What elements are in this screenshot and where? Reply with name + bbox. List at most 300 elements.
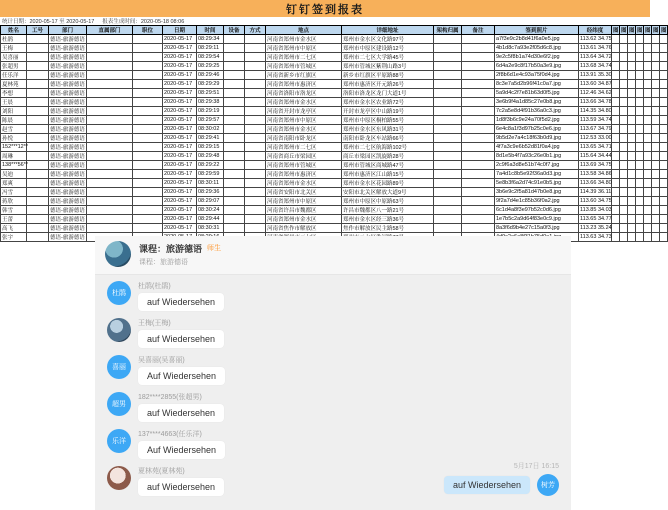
table-cell: 德语-旅游德语: [49, 44, 87, 53]
table-cell: 郑州市管城区紫荆山路3号: [342, 62, 434, 71]
chat-panel: [95, 236, 571, 510]
table-cell: 9b5d2e7a4c18f63b0d9.jpg: [495, 134, 579, 143]
table-cell: [434, 80, 462, 89]
table-cell: [224, 224, 245, 233]
table-cell: 152***12**: [2, 144, 28, 150]
table-cell: 张超男: [1, 62, 27, 71]
table-cell: [133, 215, 163, 224]
table-cell: 113.68 34.74: [580, 63, 612, 69]
table-cell: 113.23 35.24: [580, 225, 612, 231]
table-cell: [612, 62, 620, 71]
table-cell: [660, 170, 668, 179]
column-header: 职位: [133, 26, 163, 35]
table-cell: [27, 188, 49, 197]
table-cell: [245, 125, 266, 134]
table-cell: [434, 188, 462, 197]
table-cell: [628, 44, 636, 53]
table-cell: [87, 179, 133, 188]
table-cell: 河南省郑州市二七区: [266, 143, 342, 152]
table-cell: [133, 170, 163, 179]
table-cell: [27, 80, 49, 89]
table-cell: 6e4c8a1f3d97b25c0e6.jpg: [495, 125, 579, 134]
table-row: [1, 98, 668, 107]
chat-message: [107, 429, 559, 459]
table-cell: [224, 71, 245, 80]
table-cell: [87, 206, 133, 215]
table-cell: 德语-旅游德语: [49, 152, 87, 161]
table-cell: 河南省郑州市金水区: [266, 125, 342, 134]
table-cell: [27, 107, 49, 116]
table-cell: [133, 143, 163, 152]
table-cell: [224, 89, 245, 98]
table-cell: [660, 206, 668, 215]
table-cell: 08:30:02: [197, 125, 224, 134]
table-cell: [620, 116, 628, 125]
table-cell: [652, 161, 660, 170]
table-cell: [434, 179, 462, 188]
table-cell: [652, 35, 660, 44]
table-cell: 1d8f3b6c9e24a70f5d2.jpg: [495, 116, 579, 125]
table-cell: [652, 134, 660, 143]
table-cell: [133, 161, 163, 170]
signin-report: [0, 0, 667, 242]
table-cell: 河南省郑州市中原区: [266, 197, 342, 206]
table-cell: 113.91 35.30: [580, 72, 612, 78]
table-cell: 2020-05-17: [163, 134, 197, 143]
table-cell: 8c3e7a5d2b96f41c0a7.jpg: [495, 80, 579, 89]
table-cell: 114.35 34.80: [580, 108, 612, 114]
table-cell: 2020-05-17: [163, 170, 197, 179]
table-cell: [462, 107, 495, 116]
table-cell: [133, 98, 163, 107]
table-cell: [224, 197, 245, 206]
table-cell: [652, 44, 660, 53]
table-cell: [628, 62, 636, 71]
table-cell: [133, 62, 163, 71]
table-cell: [612, 161, 620, 170]
table-cell: 郑爽: [1, 179, 27, 188]
table-cell: [27, 116, 49, 125]
table-row: [1, 116, 668, 125]
table-cell: 河南省郑州市金水区: [266, 215, 342, 224]
table-cell: 113.58 34.86: [580, 171, 612, 177]
table-cell: 刘阳: [1, 107, 27, 116]
table-cell: 113.85 34.03: [580, 207, 612, 213]
table-cell: [636, 134, 644, 143]
table-cell: [434, 197, 462, 206]
table-cell: 王蕾: [1, 215, 27, 224]
column-header: 时间: [197, 26, 224, 35]
table-cell: [612, 215, 620, 224]
table-cell: [620, 161, 628, 170]
table-cell: [87, 44, 133, 53]
table-cell: [620, 206, 628, 215]
table-cell: 2020-05-17: [163, 143, 197, 152]
chat-message-list[interactable]: [95, 275, 571, 504]
table-cell: 113.60 34.75: [580, 198, 612, 204]
table-cell: 南阳市卧龙区车站路66号: [342, 134, 434, 143]
table-row: [1, 125, 668, 134]
table-cell: [644, 53, 652, 62]
table-cell: 王晨: [1, 98, 27, 107]
table-cell: [462, 116, 495, 125]
table-cell: [27, 62, 49, 71]
message-bubble: Auf Wiedersehen: [138, 441, 225, 459]
column-header: 图: [612, 26, 620, 35]
table-cell: [133, 197, 163, 206]
user-avatar: 杜鹃: [107, 281, 131, 305]
table-cell: 2020-05-17: [163, 62, 197, 71]
table-cell: [620, 44, 628, 53]
table-cell: 安阳市北关区解放大道9号: [342, 188, 434, 197]
table-cell: [245, 44, 266, 53]
outgoing-message: [83, 461, 559, 496]
table-cell: [27, 215, 49, 224]
table-cell: 2020-05-17: [163, 44, 197, 53]
table-cell: [612, 134, 620, 143]
table-cell: [620, 53, 628, 62]
table-cell: 德语-旅游德语: [49, 215, 87, 224]
table-cell: 115.64 34.44: [580, 153, 612, 159]
table-cell: 113.60 34.87: [580, 81, 612, 87]
signin-table: [0, 25, 668, 242]
table-cell: 德语-旅游德语: [49, 206, 87, 215]
table-cell: [620, 224, 628, 233]
table-cell: [636, 152, 644, 161]
table-cell: 德语-旅游德语: [49, 179, 87, 188]
table-cell: 113.61 34.76: [580, 45, 612, 51]
table-cell: 河南省郑州市管城区: [266, 62, 342, 71]
table-cell: [224, 116, 245, 125]
table-body: [1, 35, 668, 242]
table-cell: 河南省商丘市梁园区: [266, 152, 342, 161]
table-cell: [636, 143, 644, 152]
table-cell: [462, 62, 495, 71]
table-cell: [660, 71, 668, 80]
table-cell: 2020-05-17: [163, 161, 197, 170]
table-cell: [636, 197, 644, 206]
table-cell: [660, 62, 668, 71]
report-meta-generated: 报表生成时间：2020-05-18 08:06: [102, 19, 185, 25]
table-cell: [660, 44, 668, 53]
table-cell: 2020-05-17: [163, 224, 197, 233]
table-cell: [660, 224, 668, 233]
table-cell: 郑州市管城区商城路47号: [342, 161, 434, 170]
table-cell: [27, 71, 49, 80]
table-cell: [612, 224, 620, 233]
table-cell: [620, 233, 628, 242]
table-cell: [27, 179, 49, 188]
table-cell: [245, 188, 266, 197]
table-cell: 郑州市惠济区开元路26号: [342, 80, 434, 89]
table-cell: 德语-旅游德语: [49, 197, 87, 206]
table-cell: [660, 179, 668, 188]
table-cell: [224, 152, 245, 161]
table-cell: 2020-05-17: [163, 188, 197, 197]
table-cell: 吴喜丽: [1, 53, 27, 62]
sender-name: 杜鹃(杜鹃): [138, 283, 171, 290]
table-cell: [133, 80, 163, 89]
table-cell: 开封市龙亭区中山路19号: [342, 107, 434, 116]
table-cell: [434, 224, 462, 233]
table-cell: [620, 197, 628, 206]
table-cell: [27, 44, 49, 53]
table-cell: 郑州市金水区文化路97号: [342, 35, 434, 44]
table-cell: 08:29:46: [197, 71, 224, 80]
table-cell: [87, 89, 133, 98]
table-cell: [644, 206, 652, 215]
table-cell: [628, 89, 636, 98]
table-cell: [133, 107, 163, 116]
table-cell: [27, 89, 49, 98]
message-bubble: auf Wiedersehen: [138, 478, 224, 496]
table-cell: 8a3f6d9b4e27c15a0f3.jpg: [495, 224, 579, 233]
chat-message: [107, 355, 559, 385]
table-cell: 吴迪: [1, 170, 27, 179]
table-cell: [620, 188, 628, 197]
table-cell: 2020-05-17: [163, 80, 197, 89]
table-cell: [434, 161, 462, 170]
table-cell: 德语-旅游德语: [49, 107, 87, 116]
table-cell: 杜鹃: [1, 35, 27, 44]
table-cell: 7c2a5e8d4f91b36a0c3.jpg: [495, 107, 579, 116]
table-cell: 郑州市中原区中原路63号: [342, 197, 434, 206]
table-cell: 113.66 34.80: [580, 180, 612, 186]
table-cell: [245, 71, 266, 80]
table-cell: [628, 179, 636, 188]
table-cell: [224, 107, 245, 116]
table-cell: [620, 89, 628, 98]
table-cell: [133, 116, 163, 125]
table-cell: [87, 62, 133, 71]
table-cell: 08:29:36: [197, 188, 224, 197]
table-cell: [27, 233, 49, 242]
table-cell: 德语-旅游德语: [49, 233, 87, 242]
table-cell: [612, 107, 620, 116]
table-cell: [224, 44, 245, 53]
table-cell: [462, 134, 495, 143]
table-cell: [660, 215, 668, 224]
table-cell: 9f2a7d4e1c85b36f0a2.jpg: [495, 197, 579, 206]
table-cell: 08:29:07: [197, 197, 224, 206]
table-cell: [636, 215, 644, 224]
table-cell: 郑州市中原区建设路12号: [342, 44, 434, 53]
table-cell: 2020-05-17: [163, 71, 197, 80]
table-header: [1, 26, 668, 35]
table-cell: [644, 179, 652, 188]
table-cell: [434, 107, 462, 116]
table-row: [1, 143, 668, 152]
table-cell: [652, 62, 660, 71]
table-cell: [628, 107, 636, 116]
table-cell: [245, 152, 266, 161]
user-avatar: 喜丽: [107, 355, 131, 379]
table-cell: [133, 134, 163, 143]
chat-message: [107, 281, 559, 311]
table-cell: 2020-05-17: [163, 152, 197, 161]
table-cell: 4f7a3c9e6b52d81f0a4.jpg: [495, 143, 579, 152]
table-cell: [434, 143, 462, 152]
column-header: 经纬度: [579, 26, 612, 35]
table-cell: [628, 215, 636, 224]
table-cell: [628, 197, 636, 206]
table-cell: [652, 224, 660, 233]
table-cell: [652, 107, 660, 116]
table-cell: [660, 116, 668, 125]
table-cell: [652, 116, 660, 125]
table-cell: [462, 35, 495, 44]
column-header: 备注: [462, 26, 495, 35]
table-cell: [27, 143, 49, 152]
table-cell: [87, 107, 133, 116]
table-cell: 河南省郑州市惠济区: [266, 80, 342, 89]
table-cell: 河南省洛阳市洛龙区: [266, 89, 342, 98]
table-row: [1, 188, 668, 197]
table-cell: [245, 224, 266, 233]
table-cell: [628, 152, 636, 161]
table-cell: [434, 125, 462, 134]
table-cell: [462, 53, 495, 62]
user-avatar: 乐洋: [107, 429, 131, 453]
sender-name: 吴喜丽(吴喜丽): [138, 357, 185, 364]
table-cell: [636, 224, 644, 233]
table-cell: [87, 152, 133, 161]
table-cell: [644, 143, 652, 152]
table-cell: 08:29:59: [197, 170, 224, 179]
table-cell: [652, 197, 660, 206]
table-cell: [27, 53, 49, 62]
table-row: [1, 62, 668, 71]
table-cell: 德语-旅游德语: [49, 224, 87, 233]
table-cell: [87, 224, 133, 233]
table-cell: [628, 188, 636, 197]
table-cell: [644, 170, 652, 179]
table-cell: [224, 35, 245, 44]
table-cell: [224, 188, 245, 197]
table-cell: [462, 71, 495, 80]
table-cell: [462, 143, 495, 152]
table-row: [1, 170, 668, 179]
column-header: 地点: [266, 26, 342, 35]
table-cell: [27, 161, 49, 170]
table-cell: 4b1d8c7a93e2f05d6c8.jpg: [495, 44, 579, 53]
column-header: 直属部门: [87, 26, 133, 35]
column-header: 签到照片: [495, 26, 579, 35]
table-cell: [612, 152, 620, 161]
column-header: 工号: [27, 26, 49, 35]
table-cell: [628, 134, 636, 143]
table-cell: 郑州市中原区桐柏路55号: [342, 116, 434, 125]
table-cell: [224, 53, 245, 62]
table-cell: [652, 143, 660, 152]
table-cell: 德语-旅游德语: [49, 89, 87, 98]
table-cell: [652, 179, 660, 188]
table-cell: [660, 197, 668, 206]
table-cell: 高飞: [1, 224, 27, 233]
table-cell: 6d4a2e9c8f17b50a3e9.jpg: [495, 62, 579, 71]
table-cell: 陈晨: [1, 116, 27, 125]
table-cell: [224, 170, 245, 179]
table-cell: [636, 80, 644, 89]
table-cell: 德语-旅游德语: [49, 143, 87, 152]
table-cell: 河南省郑州市金水区: [266, 179, 342, 188]
table-cell: [652, 206, 660, 215]
table-cell: [434, 98, 462, 107]
table-cell: 08:30:24: [197, 206, 224, 215]
table-cell: 张宇: [1, 233, 27, 242]
table-cell: 9e2c5f8b1a74d30e6f2.jpg: [495, 53, 579, 62]
table-cell: 3e6b9f4a1d85c27e0b8.jpg: [495, 98, 579, 107]
table-cell: [644, 224, 652, 233]
table-cell: 德语-旅游德语: [49, 62, 87, 71]
table-cell: [434, 206, 462, 215]
table-cell: 2020-05-17: [163, 35, 197, 44]
chat-title: 课程：旅游德语: [139, 243, 203, 254]
table-cell: 德语-旅游德语: [49, 53, 87, 62]
table-cell: 2020-05-17: [163, 215, 197, 224]
table-cell: [434, 215, 462, 224]
table-row: [1, 44, 668, 53]
table-cell: 李想: [1, 89, 27, 98]
table-cell: 5e8b3f6a2d74c91e0b5.jpg: [495, 179, 579, 188]
table-cell: 08:30:11: [197, 179, 224, 188]
table-cell: [660, 188, 668, 197]
table-cell: [620, 215, 628, 224]
table-cell: 08:29:54: [197, 53, 224, 62]
table-cell: 2020-05-17: [163, 116, 197, 125]
table-cell: 08:29:38: [197, 98, 224, 107]
table-cell: [636, 233, 644, 242]
user-avatar: 超男: [107, 392, 131, 416]
table-cell: [133, 224, 163, 233]
chat-header[interactable]: [95, 236, 571, 275]
table-cell: [644, 44, 652, 53]
table-cell: 113.65 34.77: [580, 216, 612, 222]
table-cell: [245, 107, 266, 116]
table-cell: [652, 80, 660, 89]
table-cell: [660, 98, 668, 107]
table-cell: 08:29:48: [197, 152, 224, 161]
chat-badge: 师生: [207, 245, 222, 252]
table-cell: [620, 125, 628, 134]
table-cell: [87, 134, 133, 143]
table-row: [1, 53, 668, 62]
table-cell: [434, 152, 462, 161]
table-cell: [462, 206, 495, 215]
table-cell: 08:29:44: [197, 215, 224, 224]
table-cell: [636, 62, 644, 71]
table-cell: [245, 116, 266, 125]
table-cell: [660, 80, 668, 89]
table-cell: [87, 98, 133, 107]
table-cell: [224, 215, 245, 224]
table-cell: [224, 125, 245, 134]
table-cell: [245, 179, 266, 188]
table-cell: [27, 152, 49, 161]
table-cell: [660, 53, 668, 62]
table-cell: 113.63 34.73: [580, 234, 612, 240]
table-cell: 08:29:19: [197, 107, 224, 116]
table-row: [1, 206, 668, 215]
table-cell: 郑州市金水区东风路31号: [342, 125, 434, 134]
table-cell: [652, 188, 660, 197]
table-cell: [644, 188, 652, 197]
table-row: [1, 152, 668, 161]
column-header: 图: [628, 26, 636, 35]
report-meta: [0, 17, 650, 25]
table-cell: 08:29:57: [197, 116, 224, 125]
table-cell: 周琳: [1, 152, 27, 161]
